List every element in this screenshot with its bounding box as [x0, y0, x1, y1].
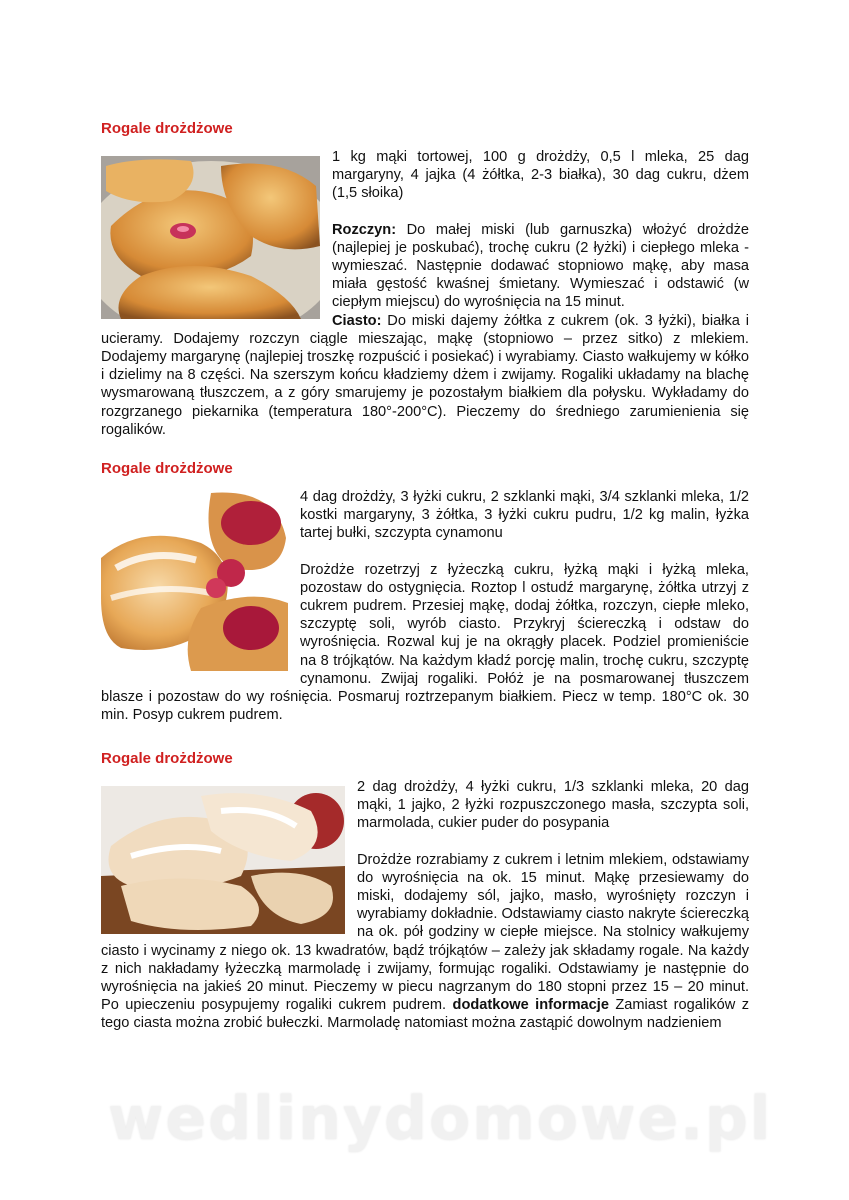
step-label: Rozczyn:: [332, 221, 397, 238]
step-label: Ciasto:: [332, 312, 382, 329]
ingredients-text: 1 kg mąki tortowej, 100 g drożdży, 0,5 l mleka, 25 dag margaryny, 4 jajka (4 żółtka, 2-3 białka), 30 dag cukru, dżem (1,5 słoika): [332, 149, 749, 202]
recipe-title: Rogale drożdżowe: [101, 750, 233, 767]
recipe-2: [101, 460, 749, 724]
ingredients-text: 2 dag drożdży, 4 łyżki cukru, 1/3 szklanki mleka, 20 dag mąki, 1 jajko, 2 łyżki rozpuszczonego masła, szczypta soli, marmolada, cukier puder do posypania: [357, 779, 749, 832]
recipe-photo: [101, 488, 288, 671]
recipe-title: Rogale drożdżowe: [101, 120, 233, 137]
extra-info-label: dodatkowe informacje: [452, 997, 609, 1014]
extra-info-text: Zamiast rogalików z tego ciasta można zrobić bułeczki. Marmoladę natomiast można zastąpić dowolnym nadzieniem: [101, 997, 749, 1032]
step-text: Do miski dajemy żółtka z cukrem (ok. 3 łyżki), białka i ucieramy. Dodajemy rozczyn ciągle mieszając, mąkę (stopniowo – przez sitko) z mlekiem. Dodajemy margarynę (najlepiej troszkę rozpuścić i posiekać) i wyrabiamy. Ciasto wałkujemy w kółko i dzielimy na 8 części. Na szerszym końcu kładziemy dżem i zwijamy. Rogaliki układamy na blachę wysmarowaną tłuszczem, a z góry smarujemy je pozostałym białkiem dla połysku. Wykładamy do rozgrzanego piekarnika (temperatura 180°-200°C). Pieczemy do średniego zarumienienia się rogalików.: [101, 312, 749, 438]
recipe-photo: [101, 156, 320, 319]
method-text: Drożdże rozetrzyj z łyżeczką cukru, łyżką mąki i łyżką mleka, pozostaw do ostygnięcia. Roztop l ostudź margarynę, żółtka utrzyj z cukrem pudrem. Przesiej mąkę, dodaj żółtka, rozczyn, ciepłe mleko, szczyptę soli, wyrób ciasto. Przykryj ściereczką i odstaw do wyrośnięcia. Rozwal kuj je na okrągły placek. Podziel promieniście na 8 trójkątów. Na każdym kładź porcję malin, trochę cukru, szczyptę cynamonu. Zwijaj rogaliki. Połóż je na posmarowanej tłuszczem blasze i pozostaw do wy rośnięcia. Posmaruj roztrzepanym białkiem. Piecz w temp. 180°C ok. 30 min. Posyp cukrem pudrem.: [101, 561, 749, 724]
recipe-3: [101, 750, 749, 1033]
step-text: Do małej miski (lub garnuszka) włożyć drożdże (najlepiej je poskubać), trochę cukru (2 łyżki) i ciepłego mleka - wymieszać. Następnie dodawać stopniowo mąkę, aby masa miała gęstość kwaśnej śmietany. Wymieszać i odstawić (w ciepłym miejscu) do wyrośnięcia na 15 minut.: [332, 221, 749, 311]
watermark: wedlinydomowe.pl: [108, 1084, 773, 1154]
step-ciasto: [101, 312, 749, 439]
recipe-1: [101, 120, 749, 439]
recipe-title: Rogale drożdżowe: [101, 460, 233, 477]
ingredients-text: 4 dag drożdży, 3 łyżki cukru, 2 szklanki mąki, 3/4 szklanki mleka, 1/2 kostki margaryny, 3 żółtka, 3 łyżki cukru pudru, 1/2 kg malin, łyżka tartej bułki, szczypta cynamonu: [300, 489, 749, 542]
method-body: Drożdże rozrabiamy z cukrem i letnim mlekiem, odstawiamy do wyrośnięcia na ok. 15 minut. Mąkę przesiewamy do miski, dodajemy sól, jajko, masło, wyrośnięty rozczyn i wyrabiamy dokładnie. Odstawiamy ciasto nakryte ściereczką na ok. pół godziny w ciepłe miejsce. Na stolnicy wałkujemy ciasto i wycinamy z niego ok. 13 kwadratów, bądź trójkątów – zależy jak składamy rogale. Na każdy z nich nakładamy łyżeczką marmoladę i zwijamy, formując rogaliki. Odstawiamy je następnie do wyrośnięcia na jakieś 20 minut. Pieczemy w piecu nagrzanym do 180 stopni przez 15 – 20 minut. Po upieczeniu posypujemy rogaliki cukrem pudrem.: [101, 851, 749, 1014]
recipe-photo: [101, 786, 345, 934]
